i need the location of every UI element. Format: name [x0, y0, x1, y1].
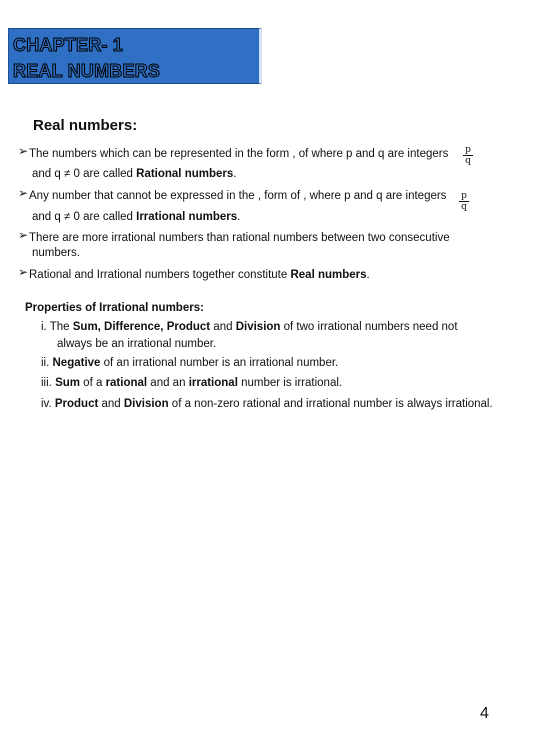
chapter-number: CHAPTER- 1 [13, 35, 124, 55]
bullet-arrow-icon: ➢ [18, 228, 29, 242]
bullet-1-line-2: and q ≠ 0 are called Rational numbers. [32, 168, 237, 180]
bullet-3-line-1: There are more irrational numbers than rational numbers between two consecutive [29, 232, 450, 244]
fraction-p-over-q [459, 191, 469, 212]
fraction-numerator: p [459, 191, 469, 202]
fraction-p-over-q [463, 145, 473, 166]
chapter-title: REAL NUMBERS [13, 61, 161, 81]
bullet-2-line-2: and q ≠ 0 are called Irrational numbers. [32, 211, 241, 223]
property-item-1-line-2: always be an irrational number. [57, 338, 217, 350]
bullet-4-line-1: Rational and Irrational numbers together constitute Real numbers. [29, 269, 370, 281]
fraction-numerator: p [463, 145, 473, 156]
bullet-3-line-2: numbers. [32, 247, 80, 259]
bullet-arrow-icon: ➢ [18, 186, 29, 200]
property-item-3: iii. Sum of a rational and an irrational number is irrational. [41, 377, 343, 389]
bullet-arrow-icon: ➢ [18, 144, 29, 158]
property-item-1-line-1: i. The Sum, Difference, Product and Division of two irrational numbers need not [41, 321, 458, 333]
bullet-arrow-icon: ➢ [18, 265, 29, 279]
chapter-banner [8, 28, 262, 84]
fraction-denominator: q [461, 202, 467, 212]
bullet-1-line-1: The numbers which can be represented in the form , of where p and q are integers [29, 148, 449, 160]
properties-title: Properties of Irrational numbers: [25, 302, 204, 314]
fraction-denominator: q [465, 156, 471, 166]
property-item-2: ii. Negative of an irrational number is an irrational number. [41, 357, 339, 369]
bullet-2-line-1: Any number that cannot be expressed in the , form of , where p and q are integers [29, 190, 447, 202]
page-number: 4 [480, 705, 489, 722]
property-item-4: iv. Product and Division of a non-zero rational and irrational number is always irrational. [41, 398, 493, 410]
section-heading: Real numbers: [33, 117, 138, 134]
